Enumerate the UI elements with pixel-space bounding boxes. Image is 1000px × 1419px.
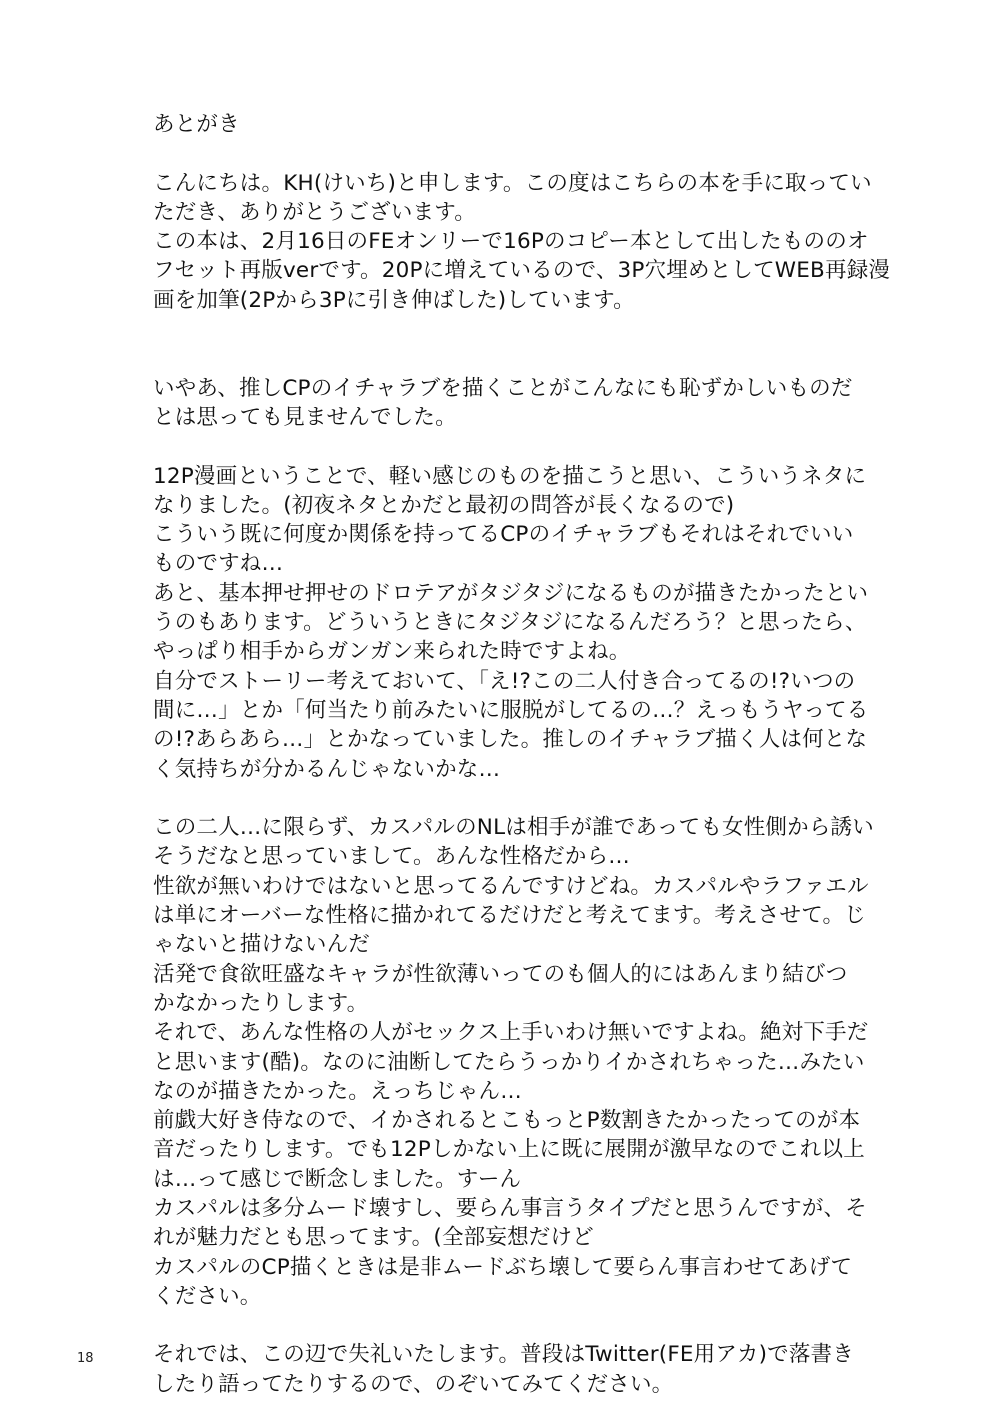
text-line: カスパルは多分ムード壊すし、要らん事言うタイプだと思うんですが、そ xyxy=(153,1195,867,1221)
paragraph-closing xyxy=(153,1340,873,1399)
text-line: それで、あんな性格の人がセックス上手いわけ無いですよね。絶対下手だ xyxy=(153,1020,869,1046)
text-line: 音だったりします。でも12Pしかない上に既に展開が激早なのでこれ以上 xyxy=(153,1137,865,1163)
text-line: ものですね… xyxy=(153,551,284,577)
text-line: あと、基本押せ押せのドロテアがタジタジになるものが描きたかったとい xyxy=(153,580,869,606)
text-line: それでは、この辺で失礼いたします。普段はTwitter(FE用アカ)で落書き xyxy=(153,1342,854,1368)
text-line: ください。 xyxy=(153,1283,262,1309)
text-line: この二人…に限らず、カスパルのNLは相手が誰であっても女性側から誘い xyxy=(153,815,874,841)
text-line: そうだなと思っていまして。あんな性格だから… xyxy=(153,844,630,870)
text-line: と思います(酷)。なのに油断してたらうっかりイかされちゃった…みたい xyxy=(153,1049,865,1075)
text-line: れが魅力だとも思ってます。(全部妄想だけど xyxy=(153,1225,594,1251)
text-line: の!?あらあら…」とかなっていました。推しのイチャラブ描く人は何とな xyxy=(153,727,868,753)
text-line: こういう既に何度か関係を持ってるCPのイチャラブもそれはそれでいい xyxy=(153,522,854,548)
text-line: なのが描きたかった。えっちじゃん… xyxy=(153,1078,522,1104)
text-line: この本は、2月16日のFEオンリーで16Pのコピー本として出したもののオ xyxy=(153,229,869,255)
text-line: ただき、ありがとうございます。 xyxy=(153,199,476,225)
text-line: したり語ってたりするので、のぞいてみてください。 xyxy=(153,1371,674,1397)
text-line: 前戯大好き侍なので、イかされるとこもっとP数割きたかったってのが本 xyxy=(153,1108,861,1134)
page-number: 18 xyxy=(77,1351,94,1366)
text-line: フセット再版verです。20Pに増えているので、3P穴埋めとしてWEB再録漫 xyxy=(153,258,891,284)
afterword-title: あとがき xyxy=(153,112,240,137)
afterword-text xyxy=(153,110,891,1399)
text-line: 12P漫画ということで、軽い感じのものを描こうと思い、こういうネタに xyxy=(153,463,867,489)
text-line: は単にオーバーな性格に描かれてるだけだと考えてます。考えさせて。じ xyxy=(153,903,866,929)
paragraph-story xyxy=(153,462,873,784)
text-line: こんにちは。KH(けいち)と申します。この度はこちらの本を手に取ってい xyxy=(153,170,872,196)
paragraph-caspar xyxy=(153,813,873,1311)
text-line: く気持ちが分かるんじゃないかな… xyxy=(153,756,501,782)
text-line: 画を加筆(2Pから3Pに引き伸ばした)しています。 xyxy=(153,287,635,313)
text-line: カスパルのCP描くときは是非ムードぶち壊して要らん事言わせてあげて xyxy=(153,1254,853,1280)
text-line: ゃないと描けないんだ xyxy=(153,932,371,958)
text-line: 活発で食欲旺盛なキャラが性欲薄いってのも個人的にはあんまり結びつ xyxy=(153,961,848,987)
paragraph-embarrassed xyxy=(153,374,873,433)
text-line: は…って感じで断念しました。すーん xyxy=(153,1166,522,1192)
text-line: とは思っても見ませんでした。 xyxy=(153,404,457,430)
text-line: 性欲が無いわけではないと思ってるんですけどね。カスパルやラファエル xyxy=(153,873,869,899)
text-line: 間に…」とか「何当たり前みたいに服脱がしてるの…？えっもうヤってる xyxy=(153,697,869,723)
text-line: なりました。(初夜ネタとかだと最初の問答が長くなるので) xyxy=(153,492,735,518)
text-line: やっぱり相手からガンガン来られた時ですよね。 xyxy=(153,639,631,665)
paragraph-intro xyxy=(153,169,891,315)
text-line: うのもあります。どういうときにタジタジになるんだろう？と思ったら、 xyxy=(153,610,867,636)
text-line: いやあ、推しCPのイチャラブを描くことがこんなにも恥ずかしいものだ xyxy=(153,375,853,401)
text-line: かなかったりします。 xyxy=(153,990,369,1016)
text-line: 自分でストーリー考えておいて、「え!?この二人付き合ってるの!?いつの xyxy=(153,668,856,694)
